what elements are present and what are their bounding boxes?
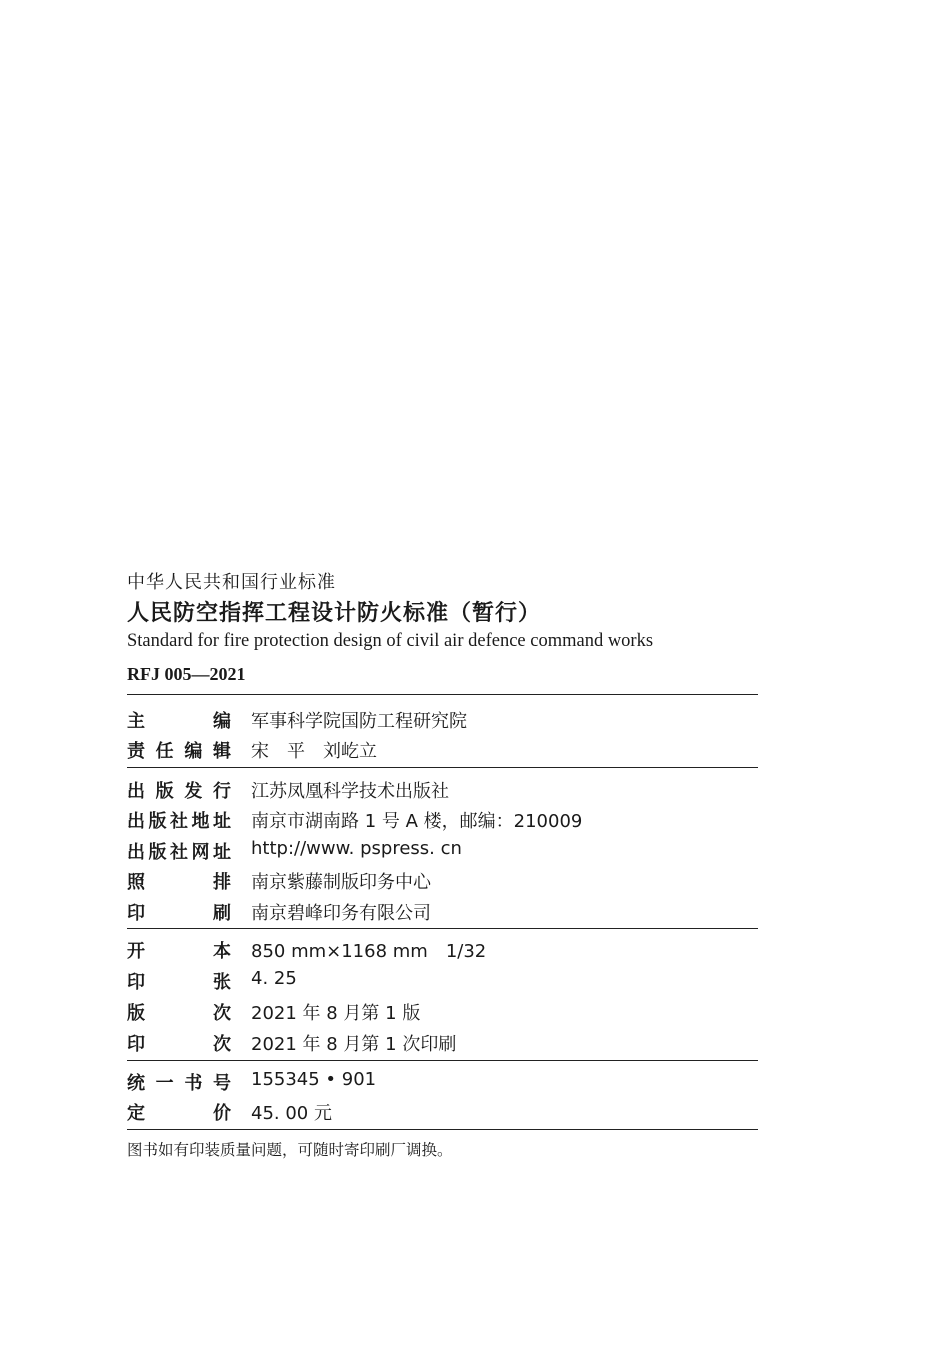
info-value: 江苏凤凰科学技术出版社 <box>251 781 449 802</box>
info-row-printing <box>127 899 758 929</box>
info-label <box>127 868 231 894</box>
info-label <box>127 1030 231 1056</box>
info-value: 2021 年 8 月第 1 版 <box>251 1003 421 1024</box>
info-row-publisher-address <box>127 807 758 837</box>
standard-series-label: 中华人民共和国行业标准 <box>127 572 336 593</box>
divider-rule <box>127 767 758 768</box>
info-value: 南京市湖南路 1 号 A 楼，邮编：210009 <box>251 811 583 832</box>
info-row-responsible-editor <box>127 737 758 767</box>
label-char: 次 <box>213 1034 231 1055</box>
info-label <box>127 737 231 763</box>
label-char: 辑 <box>212 741 231 762</box>
label-char: 版 <box>155 781 174 802</box>
info-label <box>127 1099 231 1125</box>
info-label <box>127 999 231 1025</box>
info-value: 45. 00 元 <box>251 1103 332 1124</box>
info-row-publisher-website <box>127 838 758 868</box>
info-row-book-number <box>127 1069 758 1099</box>
label-char: 照 <box>127 872 145 893</box>
label-char: 出 <box>127 842 145 863</box>
label-char: 排 <box>213 872 231 893</box>
label-char: 出 <box>127 781 145 802</box>
info-value: 南京碧峰印务有限公司 <box>251 903 431 924</box>
label-char: 社 <box>170 811 188 832</box>
label-char: 版 <box>148 842 167 863</box>
info-row-sheets <box>127 968 758 998</box>
label-char: 印 <box>127 1034 145 1055</box>
info-row-format <box>127 937 758 967</box>
label-char: 本 <box>213 941 231 962</box>
quality-note: 图书如有印装质量问题，可随时寄印刷厂调换。 <box>127 1141 453 1159</box>
label-char: 网 <box>191 842 210 863</box>
info-row-price <box>127 1099 758 1129</box>
info-label <box>127 1069 231 1095</box>
label-char: 版 <box>127 1003 145 1024</box>
info-value: 155345 • 901 <box>251 1069 377 1090</box>
label-char: 社 <box>170 842 188 863</box>
standard-code: RFJ 005—2021 <box>127 664 246 684</box>
info-label <box>127 937 231 963</box>
label-char: 次 <box>213 1003 231 1024</box>
info-value: 850 mm×1168 mm 1/32 <box>251 941 487 962</box>
label-char: 版 <box>148 811 167 832</box>
info-value: http://www. pspress. cn <box>251 838 462 859</box>
label-char: 开 <box>127 941 145 962</box>
label-char: 定 <box>127 1103 145 1124</box>
label-char: 址 <box>213 811 231 832</box>
label-char: 印 <box>127 972 145 993</box>
info-row-typesetting <box>127 868 758 898</box>
title-english: Standard for fire protection design of civil air defence command works <box>127 631 654 651</box>
info-label <box>127 899 231 925</box>
divider-rule <box>127 694 758 695</box>
label-char: 责 <box>127 741 145 762</box>
label-char: 统 <box>127 1073 145 1094</box>
divider-rule <box>127 1060 758 1061</box>
label-char: 出 <box>127 811 145 832</box>
title-chinese: 人民防空指挥工程设计防火标准（暂行） <box>127 601 542 626</box>
info-row-edition <box>127 999 758 1029</box>
info-label <box>127 807 231 833</box>
info-row-publisher <box>127 777 758 807</box>
label-char: 行 <box>212 781 231 802</box>
label-char: 任 <box>155 741 174 762</box>
label-char: 发 <box>184 781 203 802</box>
label-char: 号 <box>212 1073 231 1094</box>
info-value: 2021 年 8 月第 1 次印刷 <box>251 1034 457 1055</box>
info-value: 宋 平 刘屹立 <box>251 741 377 762</box>
info-label <box>127 777 231 803</box>
info-label <box>127 838 231 864</box>
info-value: 南京紫藤制版印务中心 <box>251 872 431 893</box>
info-value: 4. 25 <box>251 968 297 989</box>
label-char: 址 <box>213 842 231 863</box>
label-char: 主 <box>127 711 145 732</box>
info-row-editor <box>127 707 758 737</box>
info-value: 军事科学院国防工程研究院 <box>251 711 467 732</box>
label-char: 价 <box>213 1103 231 1124</box>
divider-rule <box>127 1129 758 1130</box>
label-char: 书 <box>184 1073 203 1094</box>
label-char: 张 <box>213 972 231 993</box>
label-char: 刷 <box>213 903 231 924</box>
info-label <box>127 707 231 733</box>
divider-rule <box>127 928 758 929</box>
label-char: 编 <box>213 711 231 732</box>
label-char: 一 <box>155 1073 174 1094</box>
info-label <box>127 968 231 994</box>
info-row-impression <box>127 1030 758 1060</box>
label-char: 印 <box>127 903 145 924</box>
label-char: 地 <box>191 811 210 832</box>
label-char: 编 <box>184 741 203 762</box>
